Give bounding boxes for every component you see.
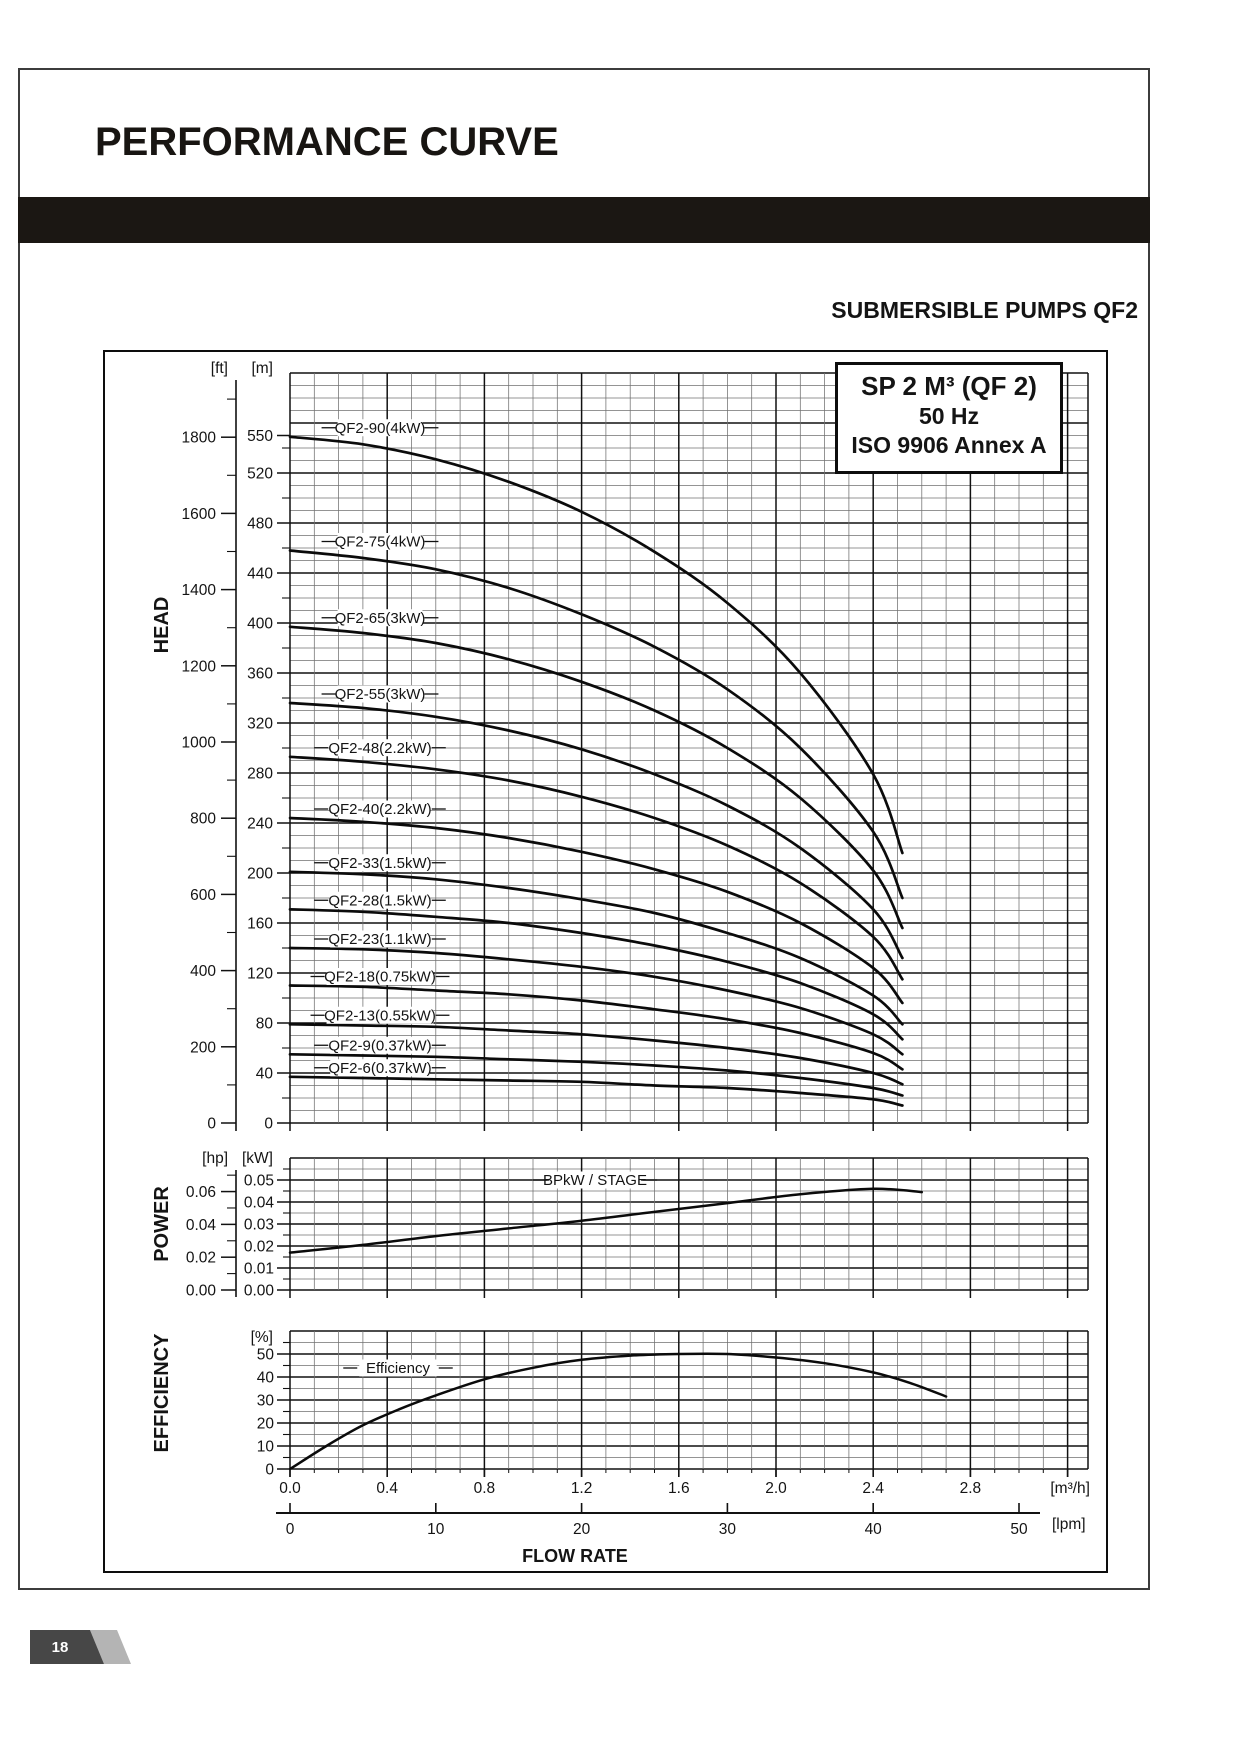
info-standard: ISO 9906 Annex A [851, 431, 1047, 458]
ft-tick: 600 [190, 886, 216, 904]
curve-label: Efficiency [366, 1360, 430, 1377]
x-axis [276, 1469, 1090, 1566]
head-axis-title: HEAD [151, 596, 173, 654]
m3h-tick: 0.0 [279, 1480, 301, 1497]
ft-tick: 0 [207, 1115, 216, 1133]
curve-label: QF2-33(1.5kW) [328, 854, 432, 872]
lpm-tick: 40 [864, 1521, 882, 1538]
m-tick: 480 [247, 515, 273, 533]
m3h-tick: 2.4 [862, 1480, 884, 1497]
m-tick: 160 [247, 915, 273, 933]
ft-tick: 1400 [181, 582, 216, 600]
curve-label: QF2-90(4kW) [334, 419, 426, 437]
curve-label: QF2-28(1.5kW) [328, 892, 432, 910]
lpm-tick: 20 [572, 1521, 591, 1538]
curve-label: QF2-40(2.2kW) [328, 801, 432, 818]
hp-tick: 0.06 [185, 1184, 216, 1202]
pct-tick: 20 [256, 1415, 274, 1433]
ft-tick: 1600 [181, 505, 216, 523]
m-tick: 200 [247, 865, 273, 883]
x-axis-title: FLOW RATE [522, 1546, 628, 1566]
pct-tick: 0 [265, 1461, 274, 1479]
curve-label: QF2-18(0.75kW) [324, 968, 436, 986]
efficiency-chart [251, 1329, 1088, 1479]
unit-kw: [kW] [242, 1150, 273, 1167]
info-frequency: 50 Hz [918, 402, 980, 429]
pct-tick: 50 [256, 1346, 274, 1364]
m3h-tick: 2.0 [765, 1480, 787, 1497]
unit-m: [m] [251, 360, 273, 377]
hp-tick: 0.04 [185, 1216, 216, 1234]
curve-label: QF2-9(0.37kW) [328, 1037, 432, 1055]
kw-tick: 0.02 [243, 1238, 274, 1256]
unit-pct: [%] [250, 1329, 273, 1346]
m-tick: 80 [255, 1015, 273, 1033]
info-model: SP 2 M³ (QF 2) [861, 371, 1037, 401]
unit-m3h: [m³/h] [1050, 1480, 1090, 1497]
power-chart [186, 1150, 1088, 1300]
head-chart [182, 360, 1088, 1133]
power-axis-title: POWER [151, 1186, 173, 1262]
m-tick: 400 [247, 615, 273, 633]
pct-tick: 10 [256, 1438, 274, 1456]
curve-QF2-6(0.37kW) [290, 1077, 902, 1106]
m-tick: 440 [247, 565, 273, 583]
m-tick: 280 [247, 765, 273, 783]
pct-tick: 40 [256, 1369, 274, 1387]
m3h-tick: 1.2 [570, 1480, 593, 1497]
page-number: 18 [51, 1639, 69, 1656]
curve-label: QF2-75(4kW) [334, 533, 426, 551]
efficiency-axis-title: EFFICIENCY [151, 1333, 173, 1453]
hp-tick: 0.00 [185, 1282, 216, 1300]
page-number-tab [30, 1630, 131, 1664]
unit-lpm: [lpm] [1052, 1516, 1086, 1533]
m3h-tick: 0.8 [473, 1480, 496, 1497]
curve-label: QF2-48(2.2kW) [328, 739, 432, 757]
ft-tick: 1000 [181, 734, 216, 752]
curve-label: QF2-13(0.55kW) [324, 1007, 436, 1025]
lpm-tick: 0 [285, 1521, 295, 1538]
m-tick: 360 [247, 665, 273, 683]
lpm-tick: 30 [718, 1521, 737, 1538]
ft-tick: 200 [190, 1039, 216, 1057]
lpm-tick: 10 [427, 1521, 445, 1538]
curve-QF2-90(4kW) [290, 437, 902, 853]
ft-tick: 400 [190, 963, 216, 981]
kw-tick: 0.01 [243, 1260, 274, 1278]
curve-label: BPkW / STAGE [543, 1172, 647, 1189]
page-title: PERFORMANCE CURVE [95, 120, 559, 164]
ft-tick: 1800 [181, 429, 216, 447]
lpm-tick: 50 [1010, 1521, 1028, 1538]
curve-label: QF2-23(1.1kW) [328, 931, 432, 948]
kw-tick: 0.00 [243, 1282, 274, 1300]
subtitle: SUBMERSIBLE PUMPS QF2 [831, 297, 1138, 323]
unit-hp: [hp] [202, 1150, 228, 1167]
m3h-tick: 0.4 [376, 1480, 398, 1497]
ft-tick: 800 [190, 810, 216, 828]
curve-QF2-65(3kW) [290, 627, 902, 928]
kw-tick: 0.04 [243, 1194, 274, 1212]
pct-tick: 30 [256, 1392, 274, 1410]
m-tick: 520 [247, 465, 273, 483]
kw-tick: 0.05 [243, 1172, 274, 1190]
m-tick: 0 [264, 1115, 273, 1133]
m-tick: 40 [255, 1065, 273, 1083]
curve-label: QF2-65(3kW) [334, 609, 426, 627]
curve-label: QF2-6(0.37kW) [328, 1059, 432, 1077]
kw-tick: 0.03 [243, 1216, 274, 1234]
m-tick: 550 [247, 428, 273, 445]
hp-tick: 0.02 [185, 1249, 216, 1267]
m-tick: 120 [247, 965, 273, 983]
curve-QF2-75(4kW) [290, 551, 902, 899]
m-tick: 320 [247, 715, 273, 733]
m3h-tick: 2.8 [959, 1480, 982, 1497]
ft-tick: 1200 [181, 658, 216, 676]
m3h-tick: 1.6 [668, 1480, 690, 1497]
info-box [835, 362, 1063, 474]
m-tick: 240 [247, 815, 273, 833]
unit-ft: [ft] [210, 360, 228, 377]
curve-label: QF2-55(3kW) [334, 686, 426, 703]
y-axis-titles [151, 597, 173, 1453]
